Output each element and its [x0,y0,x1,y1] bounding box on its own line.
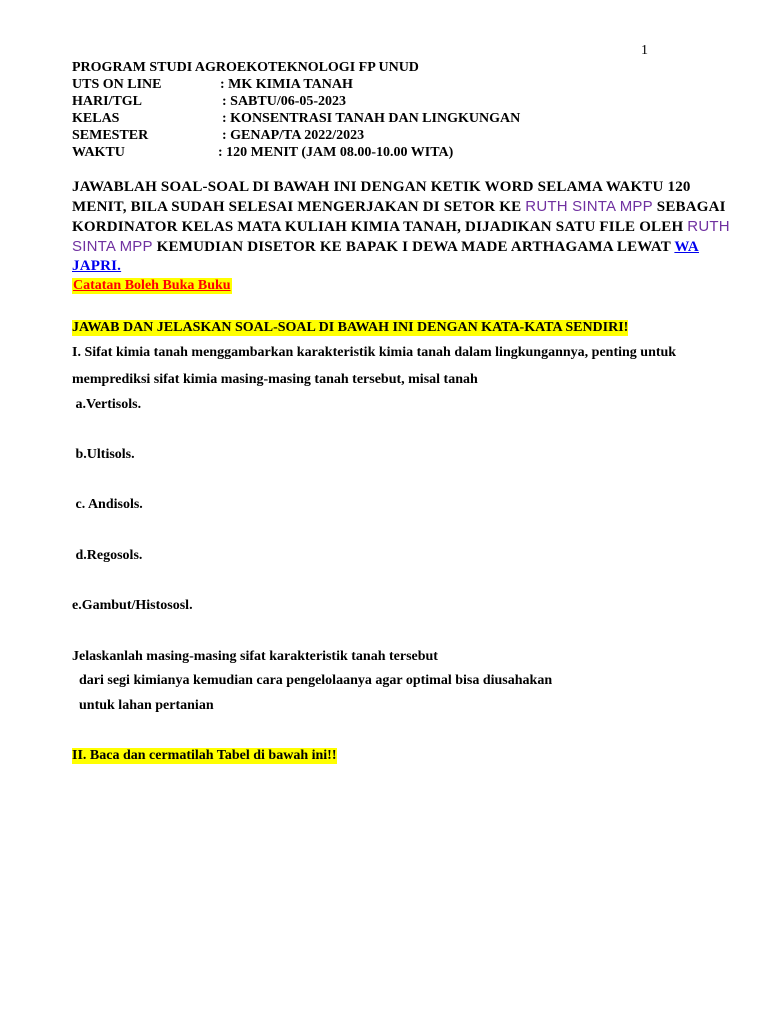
header-value: : GENAP/TA 2022/2023 [222,128,365,143]
header-value: : SABTU/06-05-2023 [222,94,347,109]
header-key: SEMESTER [72,128,149,143]
header-key: WAKTU [72,145,125,160]
soil-item-gambut: e.Gambut/Histososl. [72,598,193,613]
instruction-text: KEMUDIAN DISETOR KE BAPAK I DEWA MADE ARTHAGAMA LEWAT [152,239,675,255]
section-heading: JAWAB DAN JELASKAN SOAL-SOAL DI BAWAH INI DENGAN KATA-KATA SENDIRI! [72,320,629,335]
soil-item-ultisols: b.Ultisols. [72,447,135,462]
open-book-note: Catatan Boleh Buka Buku [73,278,231,293]
question-1-followup: dari segi kimianya kemudian cara pengelolaanya agar optimal bisa diusahakan [72,673,553,688]
soil-item-vertisols: a.Vertisols. [72,397,142,412]
question-1-line-1: I. Sifat kimia tanah menggambarkan karakteristik kimia tanah dalam lingkungannya, penting untuk [72,345,677,360]
header-value: : KONSENTRASI TANAH DAN LINGKUNGAN [222,111,521,126]
header-key: HARI/TGL [72,94,143,109]
header-value: : 120 MENIT (JAM 08.00-10.00 WITA) [218,145,454,160]
header-value: : MK KIMIA TANAH [220,77,353,92]
header-key: UTS ON LINE [72,77,162,92]
page-number: 1 [641,43,648,58]
coordinator-name: RUTH SINTA MPP [525,198,653,215]
instruction-text: SEBAGAI KORDINATOR KELAS MATA KULIAH KIMIA TANAH, DIJADIKAN SATU FILE OLEH [72,199,726,235]
instruction-paragraph [72,178,732,276]
soil-item-andisols: c. Andisols. [72,497,143,512]
header-key: KELAS [72,111,120,126]
wa-japri-link[interactable]: WA JAPRI. [72,239,699,274]
question-1-line-2: memprediksi sifat kimia masing-masing tanah tersebut, misal tanah [72,372,478,387]
header-program: PROGRAM STUDI AGROEKOTEKNOLOGI FP UNUD [72,60,419,75]
question-2-heading: II. Baca dan cermatilah Tabel di bawah ini!! [72,748,337,763]
instruction-text: JAWABLAH SOAL-SOAL DI BAWAH INI DENGAN KETIK WORD SELAMA WAKTU 120 MENIT, BILA SUDAH SELESAI MENGERJAKAN DI SETOR KE [72,179,691,215]
coordinator-name: RUTH SINTA MPP [72,218,730,255]
soil-item-regosols: d.Regosols. [72,548,143,563]
question-1-followup: untuk lahan pertanian [72,698,214,713]
question-1-followup: Jelaskanlah masing-masing sifat karakteristik tanah tersebut [72,649,438,664]
